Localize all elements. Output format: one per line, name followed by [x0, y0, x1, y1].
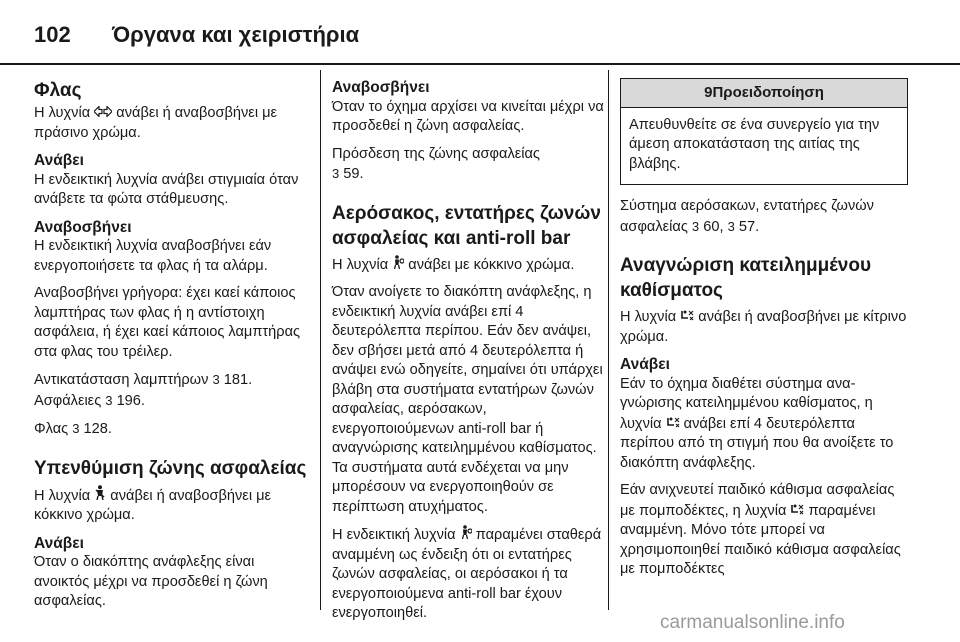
- header-divider: [0, 63, 960, 65]
- section-heading: Υπενθύμιση ζώνης ασφαλείας: [34, 457, 307, 479]
- airbag-icon: [392, 255, 404, 275]
- text: Εάν ανιχνευτεί παιδικό κάθισμα ασφαλείας με πομποδέκτες, η λυχνία: [620, 482, 895, 519]
- page-ref: 181.: [219, 372, 253, 388]
- paragraph: Όταν το όχημα αρχίσει να κινείται μέχρι να προσδεθεί η ζώνη ασφαλείας.: [332, 98, 604, 134]
- cross-reference[interactable]: [332, 145, 608, 185]
- text: ανάβει με κόκκινο χρώμα.: [404, 256, 575, 273]
- paragraph: Η ενδεικτική λυχνία ανάβει στιγμιαία όταν ανάβετε τα φώτα στάθμευσης.: [34, 171, 299, 207]
- warning-title: Προειδοποίηση: [712, 84, 824, 101]
- column-3: [620, 78, 910, 580]
- airbag-icon: [460, 525, 472, 545]
- cross-reference[interactable]: [34, 370, 310, 411]
- paragraph: Όταν ανοίγετε το διακόπτη ανάφλεξης, η ενδεικτική λυχνία ανάβει επί 4 δευτερόλεπτα περίπου. Εάν δεν ανάψει, δεν σβήσει μετά από 4 δευτερόλεπτα ή ανάψει ενώ οδηγείτε, σημαίνει ότι υπάρχει βλάβη στα συστήματα εντατήρων ζωνών ασφαλείας, αερόσακων, ενεργοποιούμενων anti-roll bar ή αναγνώρισης κατειλημμένου καθίσματος. Τα συστήματα αυτά ενδέχεται να μην μπορέσουν να ενεργοποιηθούν σε περίπτωση ατυχήματος.: [332, 284, 603, 515]
- page-ref: 196.: [112, 392, 145, 409]
- paragraph: Όταν ο διακόπτης ανάφλεξης είναι ανοικτός μέχρι να προσδεθεί η ζώνη ασφαλείας.: [34, 554, 268, 609]
- paragraph: [332, 255, 608, 276]
- seat-occupancy-icon: [680, 307, 694, 327]
- paragraph: [332, 525, 608, 624]
- text: Φλας: [34, 421, 73, 437]
- column-2: [332, 78, 608, 624]
- text: ανάβει ή αναβοσβήνει με κόκκινο χρώμα.: [34, 487, 272, 523]
- column-1: [34, 78, 310, 612]
- text: Η λυχνία: [332, 256, 393, 273]
- xref-arrow-icon: 3: [212, 372, 220, 387]
- section-heading: Αναγνώριση κατειλημμένου καθίσματος: [620, 255, 872, 301]
- text: Η λυχνία: [34, 105, 95, 121]
- xref-arrow-icon: 3: [727, 218, 735, 234]
- subsection-heading: Ανάβει: [34, 152, 84, 169]
- text: παραμένει αναμμένη. Μόνο τότε μπορεί να χρησιμοποιηθεί παιδικό κάθισμα ασφαλείας με πομποδέκτες: [620, 502, 901, 577]
- xref-arrow-icon: 3: [105, 392, 113, 408]
- text: Η λυχνία: [620, 309, 681, 325]
- text: ανάβει επί 4 δευτερόλεπτα περίπου από τη στιγμή που θα ανοίξετε το διακόπτη ανάφλεξης.: [620, 415, 894, 471]
- subsection-heading: Αναβοσβήνει: [332, 79, 430, 96]
- subsection-heading: Ανάβει: [620, 356, 670, 373]
- text: ανάβει ή αναβοσβήνει με πράσινο χρώμα.: [34, 105, 278, 141]
- paragraph: [620, 481, 910, 580]
- warning-header: [621, 79, 907, 108]
- paragraph: [620, 307, 910, 347]
- cross-reference[interactable]: [620, 197, 910, 237]
- text: Ασφάλειες: [34, 392, 106, 409]
- text: Αντικατάσταση λαμπτήρων: [34, 372, 213, 388]
- paragraph: [34, 485, 310, 526]
- subsection-heading: Αναβοσβήνει: [34, 218, 132, 236]
- section-heading: Φλας: [34, 80, 82, 101]
- text: Η λυχνία: [34, 487, 95, 504]
- seat-occupancy-icon: [790, 501, 804, 521]
- page-ref: 57.: [734, 218, 760, 235]
- column-divider-1: [320, 70, 321, 610]
- xref-arrow-icon: 3: [332, 166, 340, 181]
- text: Σύστημα αερόσακων, εντατήρες ζωνών ασφαλείας: [620, 198, 874, 235]
- warning-text: Απευθυνθείτε σε ένα συνεργείο για την άμεση αποκατάσταση της αιτίας της βλάβης.: [629, 116, 880, 172]
- page-title: Όργανα και χειριστήρια: [112, 22, 360, 47]
- paragraph: Αναβοσβήνει γρήγορα: έχει καεί κάποιος λαμπτήρας των φλας ή η αντίστοιχη ασφάλεια, ή έχει καεί κάποιος λαμπτήρας στα φλας του τρέιλερ.: [34, 285, 301, 360]
- subsection-heading: Ανάβει: [34, 534, 84, 552]
- page-ref: 128.: [79, 421, 112, 437]
- xref-arrow-icon: 3: [691, 218, 700, 234]
- column-divider-2: [608, 70, 609, 610]
- page-ref: 60,: [699, 218, 728, 235]
- seatbelt-icon: [94, 485, 106, 506]
- warning-triangle-icon: 9: [704, 84, 713, 101]
- paragraph: [34, 103, 310, 143]
- paragraph: Η ενδεικτική λυχνία αναβοσβήνει εάν ενεργοποιήσετε τα φλας ή τα αλάρμ.: [34, 238, 272, 274]
- section-heading: Αερόσακος, εντατήρες ζωνών ασφαλείας και anti-roll bar: [332, 202, 601, 249]
- page-ref: 59.: [339, 166, 364, 182]
- cross-reference[interactable]: [34, 419, 310, 440]
- seat-occupancy-icon: [666, 414, 680, 434]
- text: Πρόσδεση της ζώνης ασφαλείας: [332, 145, 540, 162]
- page-header: [0, 0, 960, 60]
- text: παραμένει σταθερά αναμμένη ως ένδειξη ότι οι εντατήρες ζωνών ασφαλείας, οι αερόσακοι ή τα ενεργοποιούμενα anti-roll bar έχουν ενεργοποιηθεί.: [332, 527, 602, 621]
- xref-arrow-icon: 3: [72, 421, 80, 436]
- text: Η ενδεικτική λυχνία: [332, 527, 460, 543]
- paragraph: [620, 375, 910, 474]
- text: ανάβει ή αναβοσβήνει με κίτρινο χρώμα.: [620, 309, 907, 345]
- text: Εάν το όχημα διαθέτει σύστημα αναγνώρισης κατειλημμένου καθίσματος, η λυχνία: [620, 375, 873, 432]
- page-number: 102: [34, 22, 71, 47]
- turn-signal-icon: [94, 103, 112, 123]
- warning-box: [620, 78, 908, 185]
- watermark: carmanualsonline.info: [660, 612, 845, 633]
